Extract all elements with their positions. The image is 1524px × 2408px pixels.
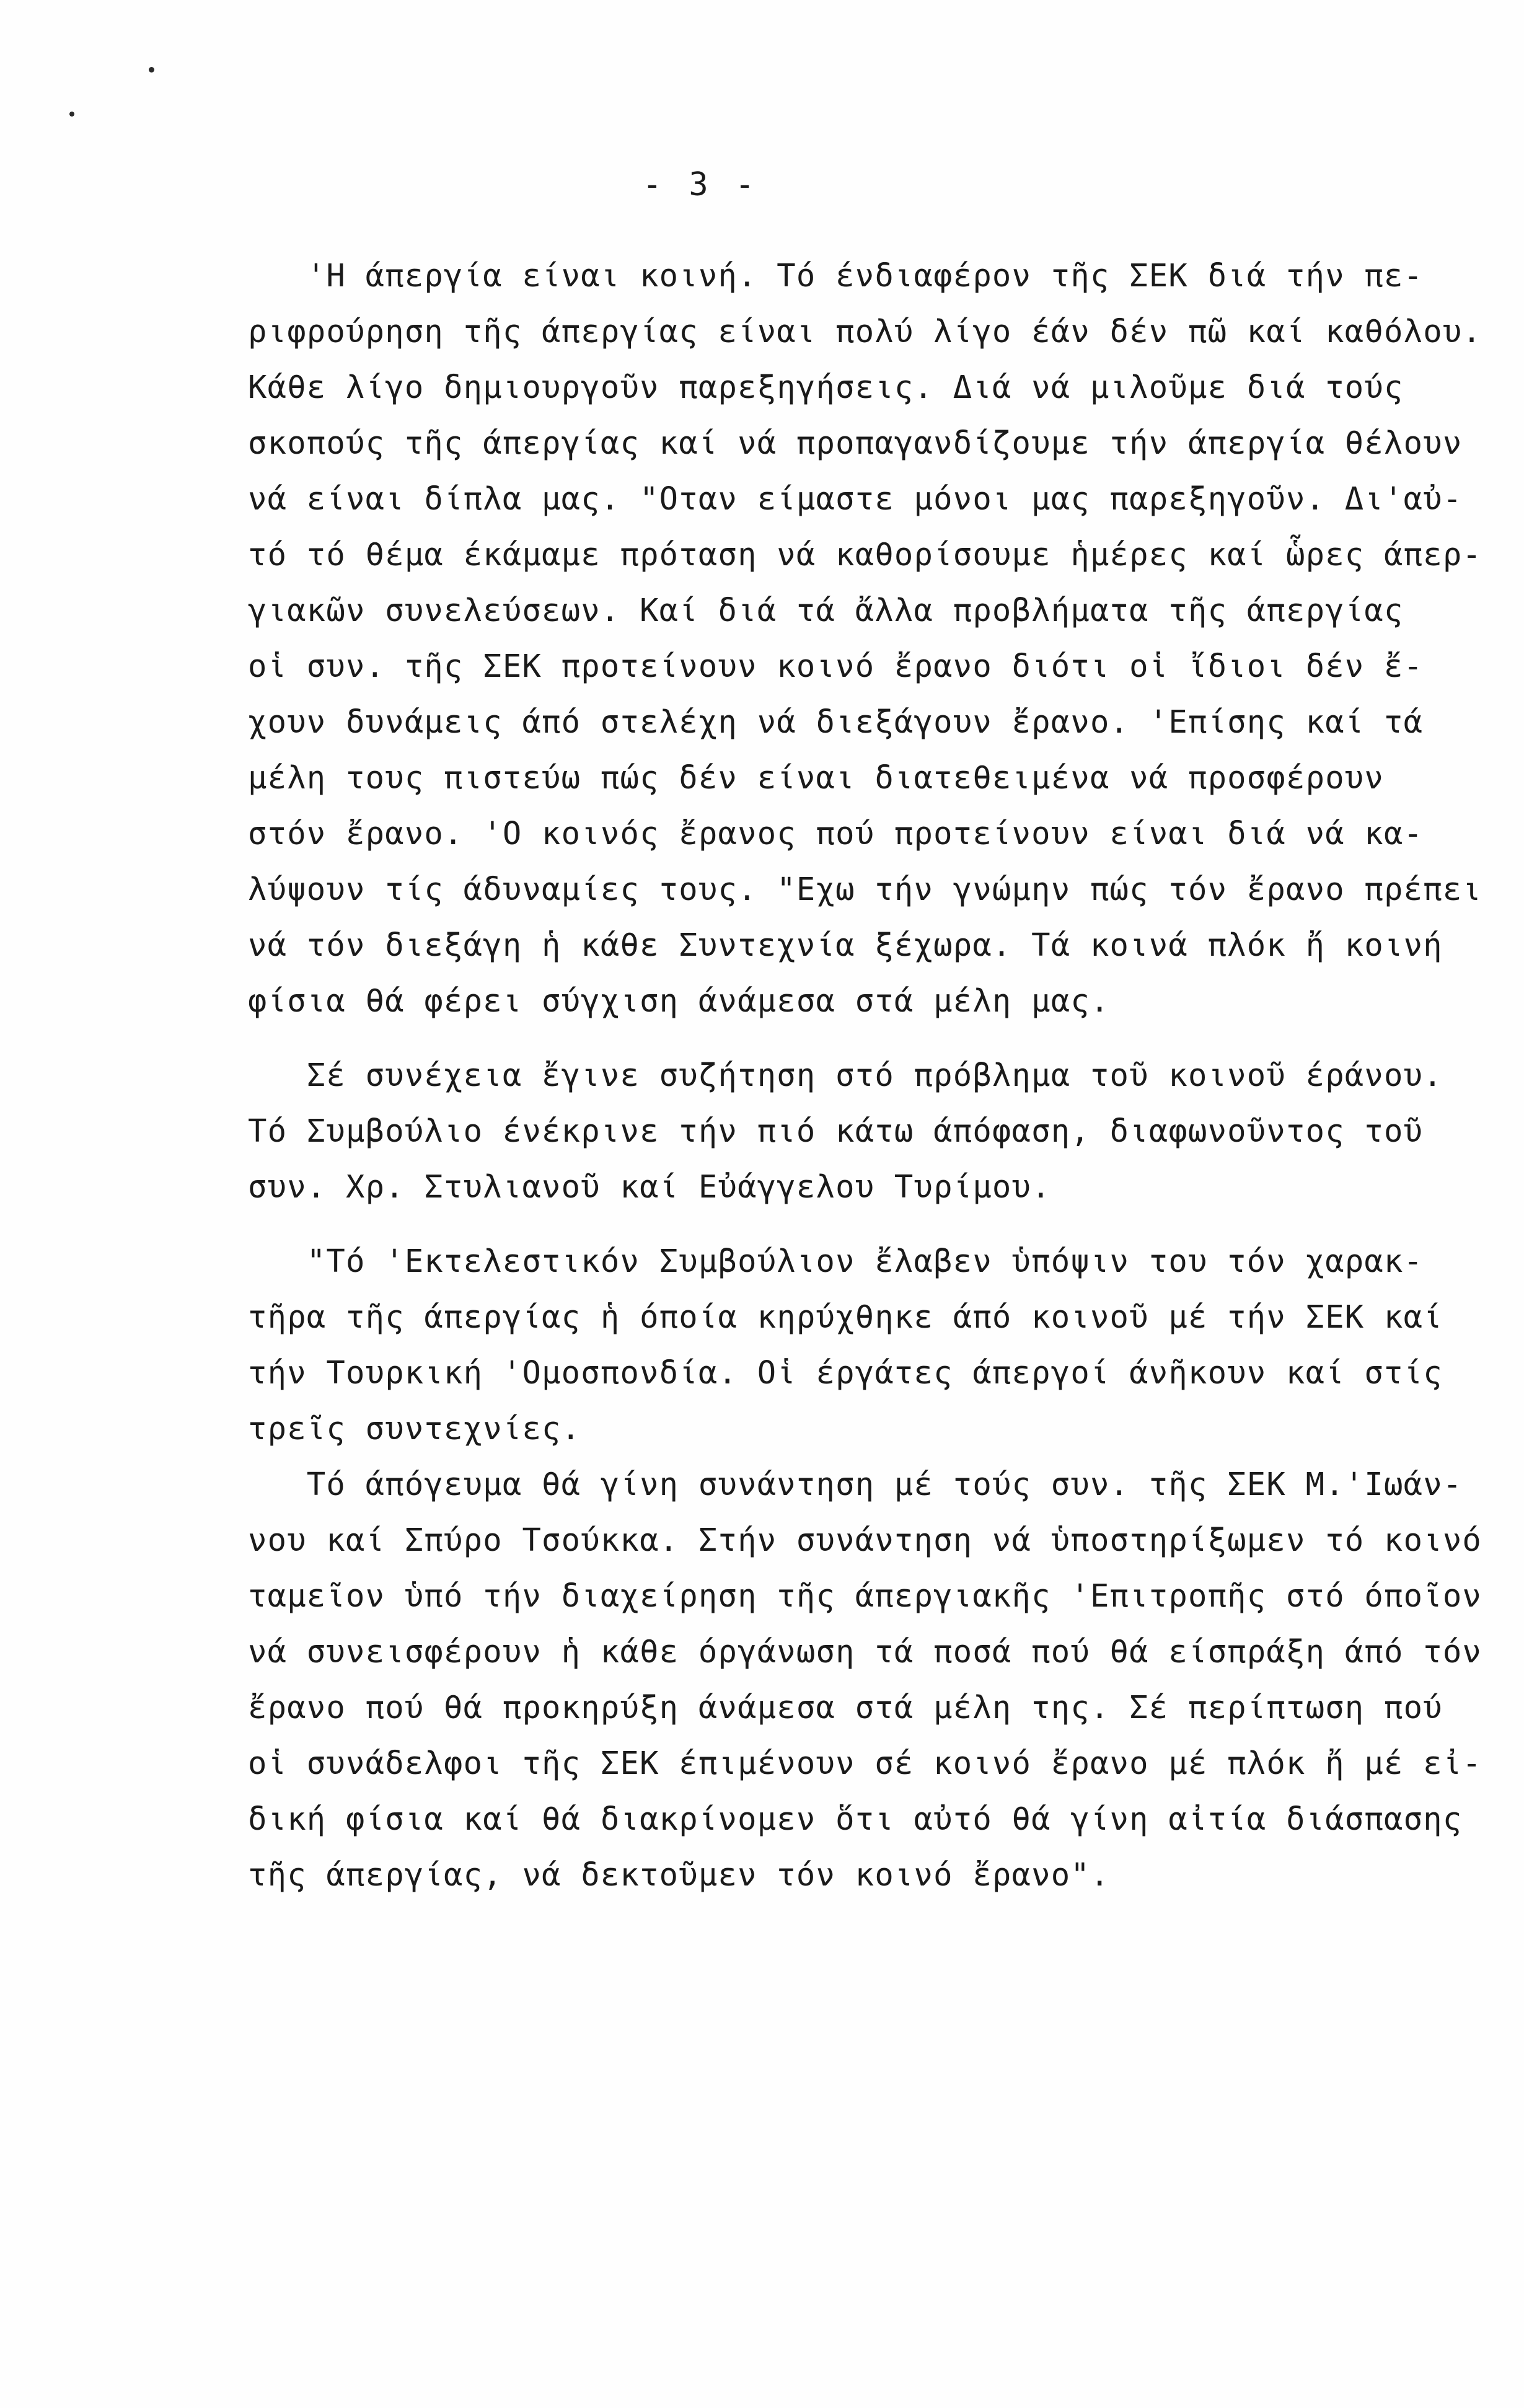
text-line: γιακῶν συνελεύσεων. Καί διά τά ἄλλα προβλήματα τῆς άπεργίας xyxy=(248,592,1404,628)
text-line: νά συνεισφέρουν ἡ κάθε όργάνωση τά ποσά πού θά είσπράξη άπό τόν xyxy=(248,1633,1482,1670)
text-line: Τό άπόγευμα θά γίνη συνάντηση μέ τούς συν. τῆς ΣΕΚ Μ.'Ιωάν- xyxy=(248,1466,1463,1502)
text-line: τό τό θέμα έκάμαμε πρόταση νά καθορίσουμε ἡμέρες καί ὧρες άπερ- xyxy=(248,536,1482,573)
text-line: τρεῖς συντεχνίες. xyxy=(248,1410,581,1447)
text-line: "Τό 'Εκτελεστικόν Συμβούλιον ἔλαβεν ὑπόψιν του τόν χαρακ- xyxy=(248,1243,1424,1279)
text-line: οἱ συνάδελφοι τῆς ΣΕΚ έπιμένουν σέ κοινό ἔρανο μέ πλόκ ἤ μέ εἰ- xyxy=(248,1745,1482,1781)
text-line: τῆρα τῆς άπεργίας ἡ όποία κηρύχθηκε άπό κοινοῦ μέ τήν ΣΕΚ καί xyxy=(248,1299,1443,1335)
scan-speck xyxy=(149,67,154,73)
text-line: συν. Χρ. Στυλιανοῦ καί Εὐάγγελου Τυρίμου. xyxy=(248,1168,1051,1205)
page-number: - 3 - xyxy=(642,166,759,203)
text-line: νά τόν διεξάγη ἡ κάθε Συντεχνία ξέχωρα. Τά κοινά πλόκ ἤ κοινή xyxy=(248,927,1443,963)
text-line: ἔρανο πού θά προκηρύξη άνάμεσα στά μέλη της. Σέ περίπτωση πού xyxy=(248,1689,1443,1726)
text-line: Τό Συμβούλιο ένέκρινε τήν πιό κάτω άπόφαση, διαφωνοῦντος τοῦ xyxy=(248,1113,1424,1149)
text-line: τῆς άπεργίας, νά δεκτοῦμεν τόν κοινό ἔρανο". xyxy=(248,1856,1110,1893)
text-line: Κάθε λίγο δημιουργοῦν παρεξηγήσεις. Διά νά μιλοῦμε διά τούς xyxy=(248,369,1404,405)
text-line: σκοπούς τῆς άπεργίας καί νά προπαγανδίζουμε τήν άπεργία θέλουν xyxy=(248,425,1463,461)
text-line: τήν Τουρκική 'Ομοσπονδία. Οἱ έργάτες άπεργοί άνῆκουν καί στίς xyxy=(248,1354,1443,1391)
text-line: χουν δυνάμεις άπό στελέχη νά διεξάγουν ἔρανο. 'Επίσης καί τά xyxy=(248,703,1424,740)
text-line: δική φίσια καί θά διακρίνομεν ὅτι αὐτό θά γίνη αἰτία διάσπασης xyxy=(248,1801,1463,1837)
text-line: λύψουν τίς άδυναμίες τους. "Εχω τήν γνώμην πώς τόν ἔρανο πρέπει xyxy=(248,871,1482,907)
text-line: οἱ συν. τῆς ΣΕΚ προτείνουν κοινό ἔρανο διότι οἱ ἴδιοι δέν ἔ- xyxy=(248,648,1424,684)
text-line: 'Η άπεργία είναι κοινή. Τό ένδιαφέρον τῆς ΣΕΚ διά τήν πε- xyxy=(248,257,1424,294)
text-line: Σέ συνέχεια ἔγινε συζήτηση στό πρόβλημα τοῦ κοινοῦ έράνου. xyxy=(248,1057,1443,1093)
scan-speck xyxy=(69,112,74,117)
text-line: μέλη τους πιστεύω πώς δέν είναι διατεθειμένα νά προσφέρουν xyxy=(248,759,1385,796)
text-line: νου καί Σπύρο Τσούκκα. Στήν συνάντηση νά ὑποστηρίξωμεν τό κοινό xyxy=(248,1522,1482,1558)
text-line: στόν ἔρανο. 'Ο κοινός ἔρανος πού προτείνουν είναι διά νά κα- xyxy=(248,815,1424,852)
text-line: φίσια θά φέρει σύγχιση άνάμεσα στά μέλη μας. xyxy=(248,982,1110,1019)
text-line: ριφρούρηση τῆς άπεργίας είναι πολύ λίγο έάν δέν πῶ καί καθόλου. xyxy=(248,313,1482,350)
text-line: νά είναι δίπλα μας. "Οταν είμαστε μόνοι μας παρεξηγοῦν. Δι'αὐ- xyxy=(248,480,1463,517)
text-line: ταμεῖον ὑπό τήν διαχείρηση τῆς άπεργιακῆς 'Επιτροπῆς στό όποῖον xyxy=(248,1577,1482,1614)
